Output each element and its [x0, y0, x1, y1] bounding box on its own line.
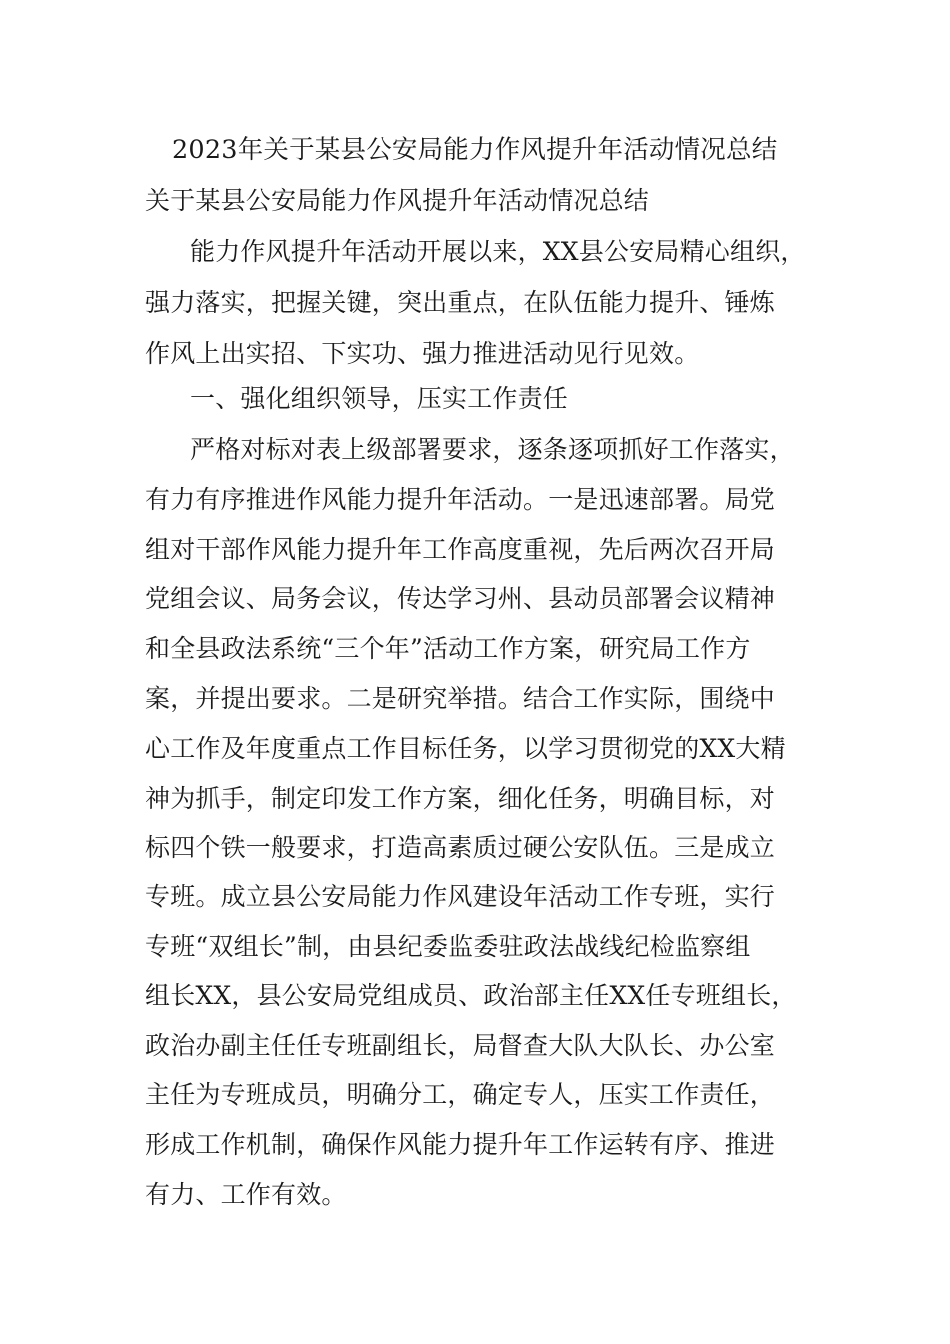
- section-heading-text: 一、强化组织领导，压实工作责任: [190, 384, 569, 413]
- paragraph-line: 标四个铁一般要求，打造高素质过硬公安队伍。三是成立: [145, 833, 776, 862]
- paragraph-line: 案，并提出要求。二是研究举措。结合工作实际，围绕中: [145, 684, 776, 713]
- paragraph-line: 有力、工作有效。: [145, 1180, 347, 1209]
- paragraph-line: 组长XX，县公安局党组成员、政治部主任XX任专班组长，: [145, 981, 797, 1010]
- paragraph-line: 严格对标对表上级部署要求，逐条逐项抓好工作落实，: [190, 435, 795, 464]
- paragraph-line: 政治办副主任任专班副组长，局督查大队大队长、办公室: [145, 1031, 776, 1060]
- paragraph-line: 专班。成立县公安局能力作风建设年活动工作专班，实行: [145, 882, 776, 911]
- paragraph-line: 心工作及年度重点工作目标任务，以学习贯彻党的XX大精: [145, 734, 786, 763]
- document-subtitle: 关于某县公安局能力作风提升年活动情况总结: [145, 186, 650, 215]
- paragraph-line: 强力落实，把握关键，突出重点，在队伍能力提升、锤炼: [145, 288, 776, 317]
- paragraph-line: 神为抓手，制定印发工作方案，细化任务，明确目标，对: [145, 784, 776, 813]
- paragraph-line: 有力有序推进作风能力提升年活动。一是迅速部署。局党: [145, 485, 776, 514]
- paragraph-line: 组对干部作风能力提升年工作高度重视，先后两次召开局: [145, 535, 776, 564]
- paragraph-line: 形成工作机制，确保作风能力提升年工作运转有序、推进: [145, 1130, 776, 1159]
- paragraph-line: 和全县政法系统“三个年”活动工作方案，研究局工作方: [145, 634, 751, 663]
- paragraph-line: 党组会议、局务会议，传达学习州、县动员部署会议精神: [145, 584, 776, 613]
- paragraph-line: 主任为专班成员，明确分工，确定专人，压实工作责任，: [145, 1080, 776, 1109]
- paragraph-line: 能力作风提升年活动开展以来，XX县公安局精心组织，: [190, 237, 806, 266]
- paragraph-line: 专班“双组长”制，由县纪委监委驻政法战线纪检监察组: [145, 932, 751, 961]
- document-title: 2023年关于某县公安局能力作风提升年活动情况总结: [172, 135, 778, 165]
- paragraph-line: 作风上出实招、下实功、强力推进活动见行见效。: [145, 339, 700, 368]
